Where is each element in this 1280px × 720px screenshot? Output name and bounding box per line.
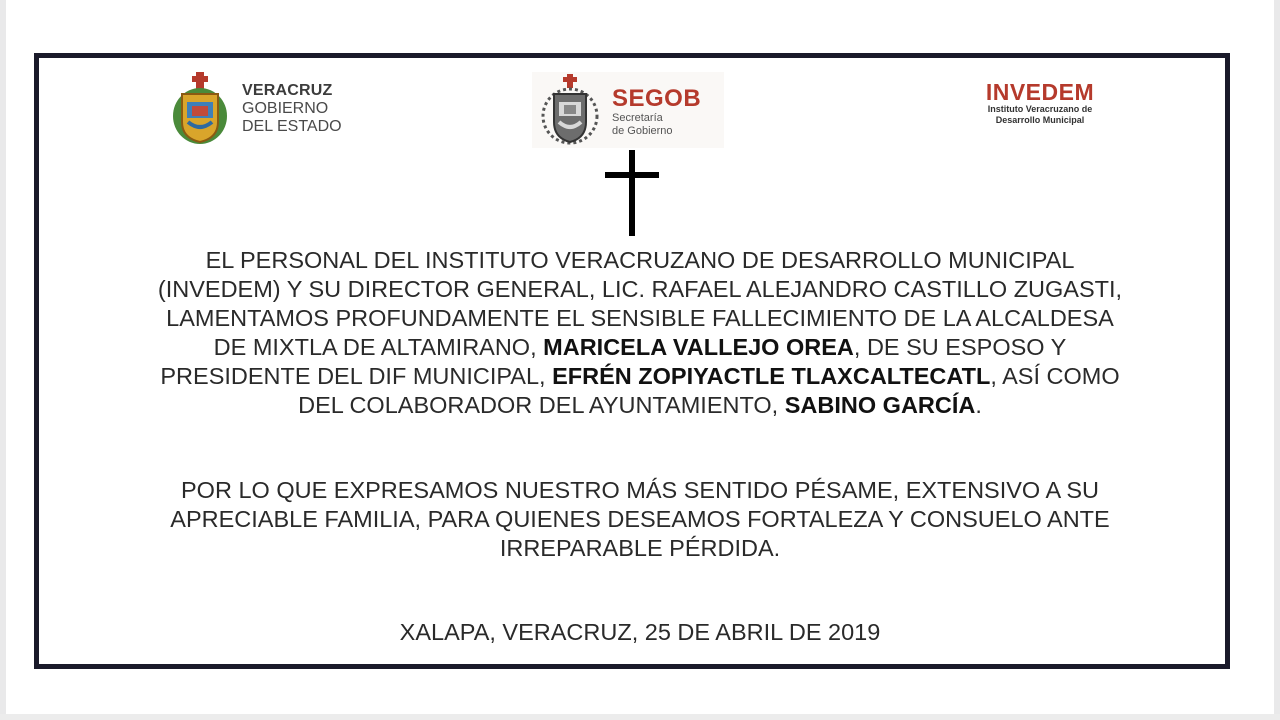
invedem-sub2: Desarrollo Municipal bbox=[995, 115, 1085, 125]
invedem-logo bbox=[972, 80, 1108, 136]
invedem-sub1: Instituto Veracruzano de bbox=[987, 104, 1093, 114]
veracruz-seal-icon bbox=[170, 72, 230, 146]
segob-title: SEGOB bbox=[612, 85, 702, 112]
veracruz-logo bbox=[170, 72, 350, 146]
segob-text bbox=[612, 86, 701, 138]
segob-sub1: Secretaría bbox=[612, 112, 663, 124]
paragraph-text-a: EL PERSONAL DEL INSTITUTO VERACRUZANO DE DESARROLLO MUNICIPAL (INVEDEM) Y SU DIRECTOR GENERAL, LIC. RAFAEL ALEJANDRO CASTILLO ZUGASTI, LAMENTAMOS PROFUNDAMENTE EL SENSIBLE FALLECIMIENTO DE LA ALCALDESA DE MIXTLA DE ALTAMIRANO, bbox=[157, 247, 1123, 360]
paragraph-text-b: , DE SU ESPOSO Y PRESIDENTE DEL DIF MUNICIPAL, bbox=[160, 334, 1067, 389]
page-edge-right bbox=[1274, 0, 1280, 720]
condolence-paragraph bbox=[150, 246, 1130, 420]
paragraph-text-c: , ASÍ COMO DEL COLABORADOR DEL AYUNTAMIENTO, bbox=[298, 363, 1120, 418]
veracruz-text bbox=[242, 82, 342, 136]
segob-sub2: de Gobierno bbox=[612, 125, 673, 137]
page-edge-left bbox=[0, 0, 6, 720]
veracruz-line3: DEL ESTADO bbox=[242, 118, 342, 135]
veracruz-line2: GOBIERNO bbox=[242, 100, 329, 117]
veracruz-line1: VERACRUZ bbox=[242, 82, 333, 99]
invedem-title: INVEDEM bbox=[985, 79, 1095, 105]
deceased-name-collaborator: SABINO GARCÍA bbox=[784, 392, 976, 418]
sympathy-paragraph: POR LO QUE EXPRESAMOS NUESTRO MÁS SENTIDO PÉSAME, EXTENSIVO A SU APRECIABLE FAMILIA, PARA QUIENES DESEAMOS FORTALEZA Y CONSUELO ANTE IRREPARABLE PÉRDIDA. bbox=[170, 477, 1110, 561]
paragraph-text-d: . bbox=[975, 392, 982, 418]
cross-vertical-bar bbox=[629, 150, 635, 236]
deceased-name-mayor: MARICELA VALLEJO OREA bbox=[543, 334, 854, 360]
cross-icon bbox=[605, 150, 659, 236]
place-date-line: XALAPA, VERACRUZ, 25 DE ABRIL DE 2019 bbox=[399, 619, 881, 645]
page-edge-bottom bbox=[0, 714, 1280, 720]
cross-horizontal-bar bbox=[605, 172, 659, 178]
segob-seal-icon bbox=[540, 74, 600, 146]
segob-logo bbox=[532, 72, 724, 148]
deceased-name-husband: EFRÉN ZOPIYACTLE TLAXCALTECATL bbox=[552, 363, 991, 389]
